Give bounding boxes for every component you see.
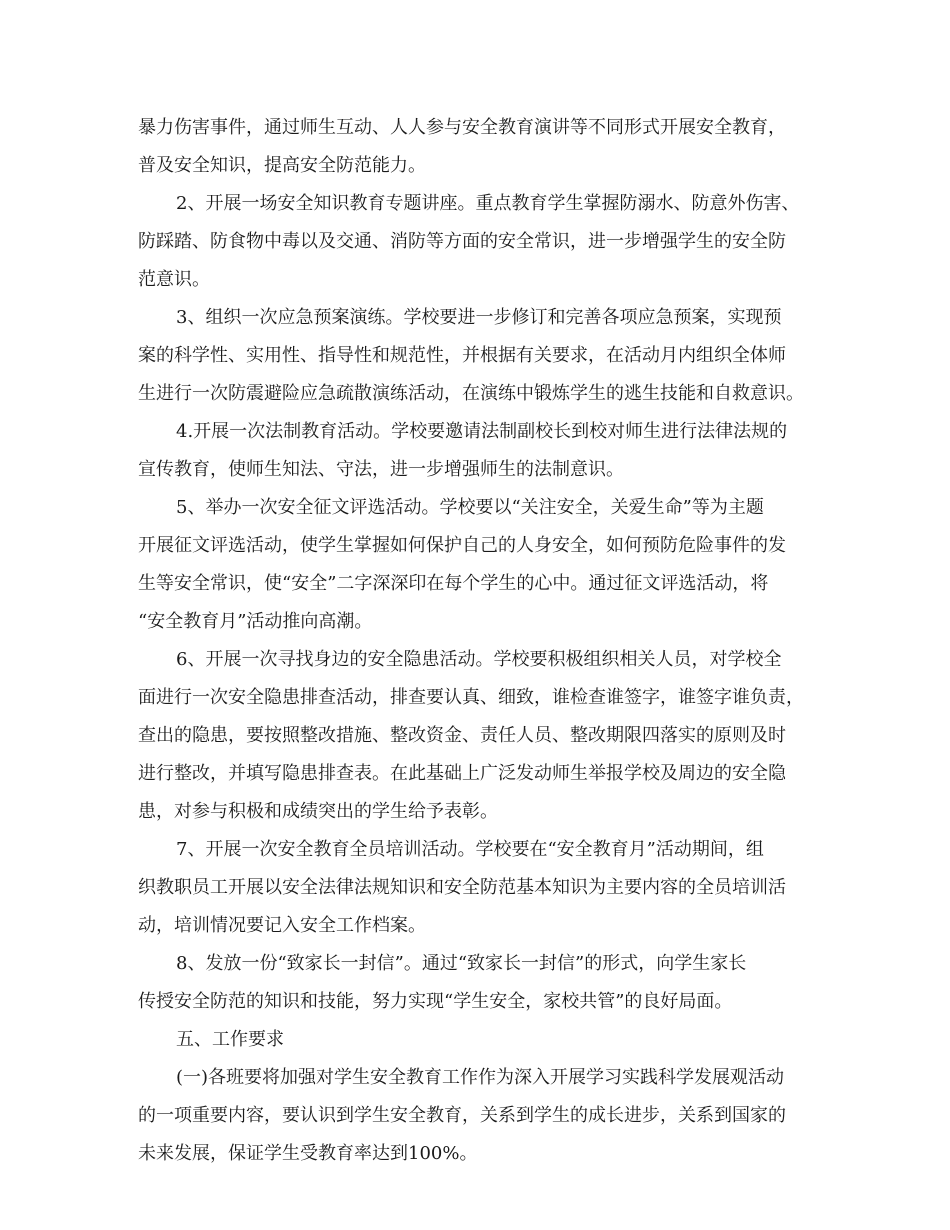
paragraph-line: 暴力伤害事件，通过师生互动、人人参与安全教育演讲等不同形式开展安全教育，: [138, 117, 786, 138]
paragraph-line: 2、开展一场安全知识教育专题讲座。重点教育学生掌握防溺水、防意外伤害、: [176, 193, 800, 214]
paragraph-line: “安全教育月”活动推向高潮。: [138, 611, 373, 632]
section-heading: 五、工作要求: [176, 1029, 284, 1050]
paragraph-line: 患，对参与积极和成绩突出的学生给予表彰。: [138, 801, 498, 822]
paragraph-line: 生进行一次防震避险应急疏散演练活动，在演练中锻炼学生的逃生技能和自救意识。: [138, 383, 804, 404]
paragraph-line: (一)各班要将加强对学生安全教育工作作为深入开展学习实践科学发展观活动: [176, 1067, 785, 1088]
paragraph-line: 5、举办一次安全征文评选活动。学校要以“关注安全，关爱生命”等为主题: [176, 497, 764, 518]
paragraph-line: 宣传教育，使师生知法、守法，进一步增强师生的法制意识。: [138, 459, 624, 480]
paragraph-line: 查出的隐患，要按照整改措施、整改资金、责任人员、整改期限四落实的原则及时: [138, 725, 786, 746]
paragraph-line: 8、发放一份“致家长一封信”。通过“致家长一封信”的形式，向学生家长: [176, 953, 747, 974]
paragraph-line: 面进行一次安全隐患排查活动，排查要认真、细致，谁检查谁签字，谁签字谁负责，: [138, 687, 804, 708]
paragraph-line: 4.开展一次法制教育活动。学校要邀请法制副校长到校对师生进行法律法规的: [176, 421, 788, 442]
paragraph-line: 的一项重要内容，要认识到学生安全教育，关系到学生的成长进步，关系到国家的: [138, 1105, 786, 1126]
paragraph-line: 范意识。: [138, 269, 210, 290]
paragraph-line: 7、开展一次安全教育全员培训活动。学校要在“安全教育月”活动期间，组: [176, 839, 764, 860]
paragraph-line: 未来发展，保证学生受教育率达到100%。: [138, 1143, 478, 1164]
paragraph-line: 3、组织一次应急预案演练。学校要进一步修订和完善各项应急预案，实现预: [176, 307, 782, 328]
paragraph-line: 案的科学性、实用性、指导性和规范性，并根据有关要求，在活动月内组织全体师: [138, 345, 786, 366]
paragraph-line: 织教职员工开展以安全法律法规知识和安全防范基本知识为主要内容的全员培训活: [138, 877, 786, 898]
paragraph-line: 防踩踏、防食物中毒以及交通、消防等方面的安全常识，进一步增强学生的安全防: [138, 231, 786, 252]
paragraph-line: 传授安全防范的知识和技能，努力实现“学生安全，家校共管”的良好局面。: [138, 991, 733, 1012]
paragraph-line: 生等安全常识，使“安全”二字深深印在每个学生的心中。通过征文评选活动，将: [138, 573, 769, 594]
paragraph-line: 开展征文评选活动，使学生掌握如何保护自己的人身安全，如何预防危险事件的发: [138, 535, 786, 556]
paragraph-line: 6、开展一次寻找身边的安全隐患活动。学校要积极组织相关人员，对学校全: [176, 649, 782, 670]
paragraph-line: 普及安全知识，提高安全防范能力。: [138, 155, 426, 176]
paragraph-line: 动，培训情况要记入安全工作档案。: [138, 915, 426, 936]
paragraph-line: 进行整改，并填写隐患排查表。在此基础上广泛发动师生举报学校及周边的安全隐: [138, 763, 786, 784]
